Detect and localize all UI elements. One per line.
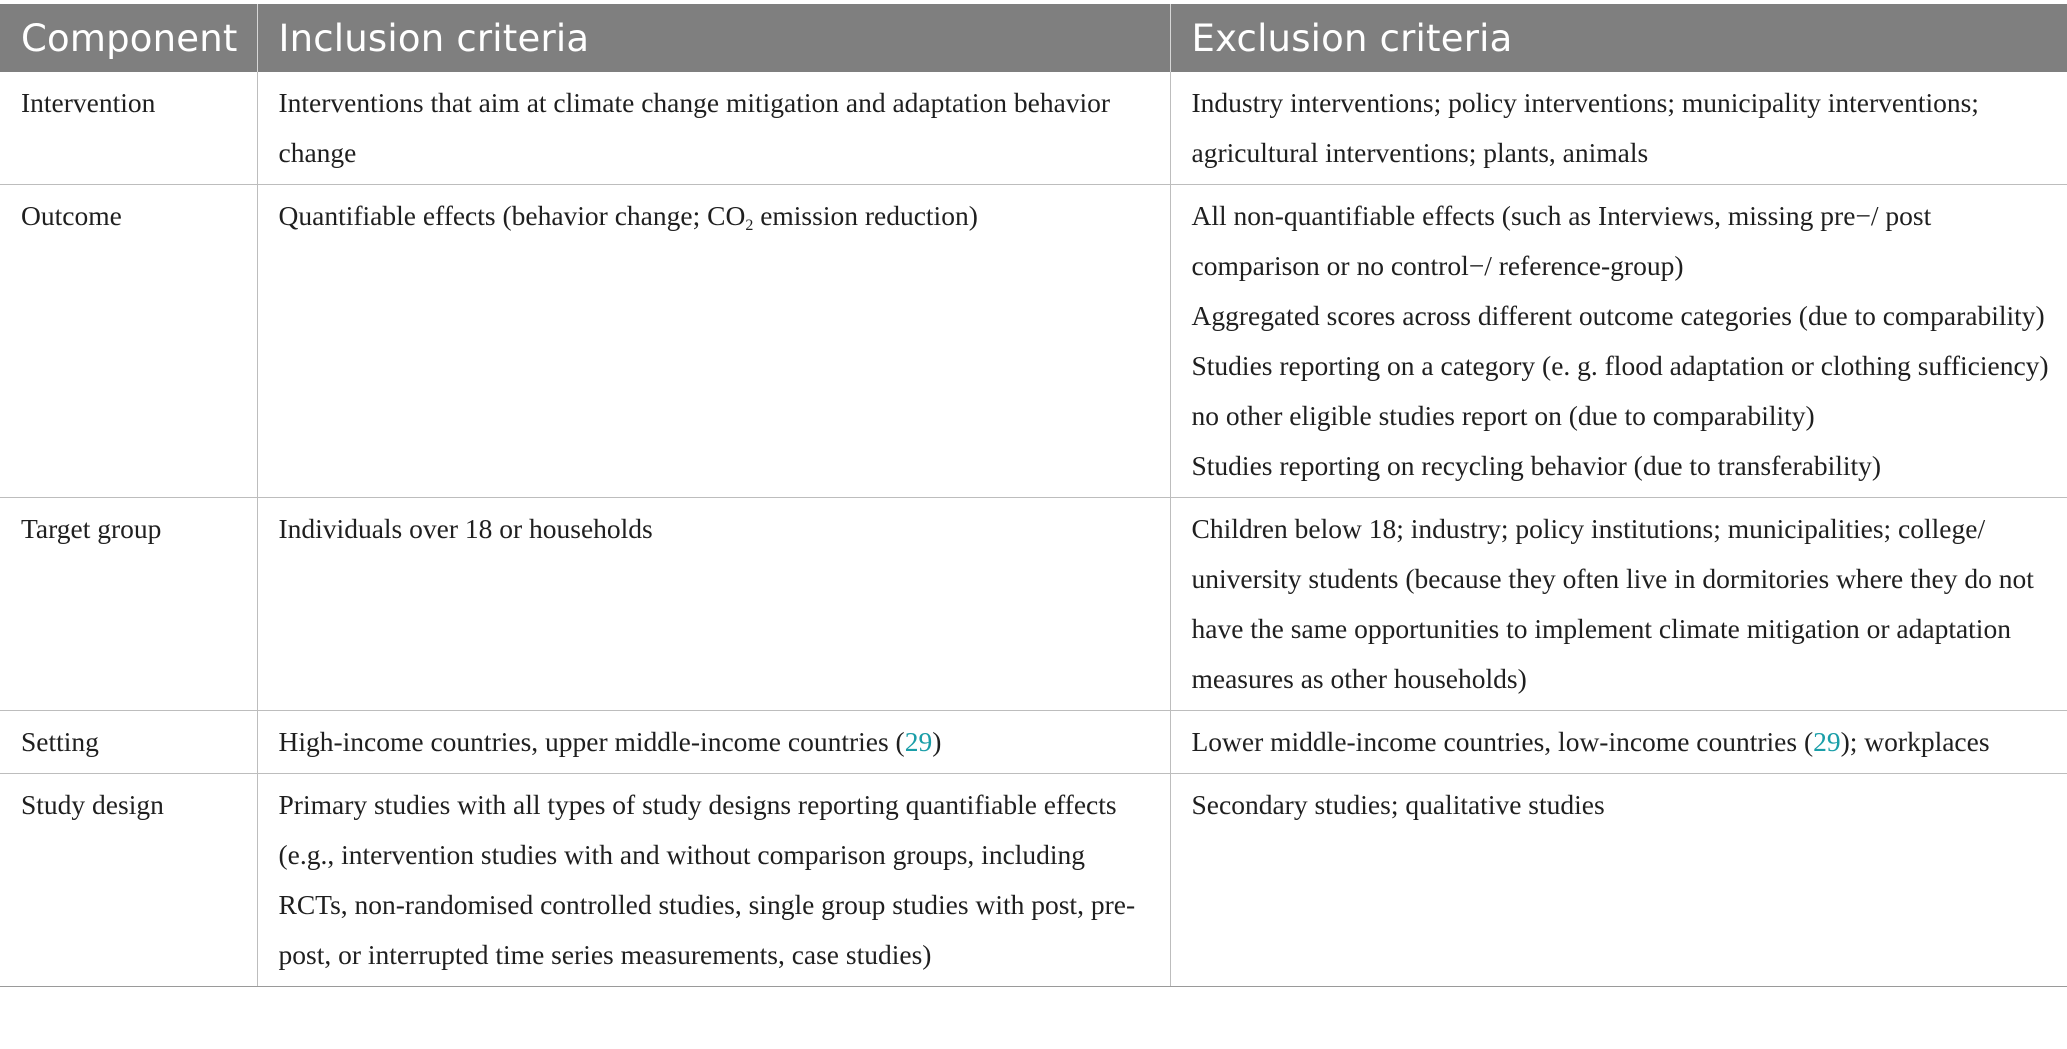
exclusion-text: Studies reporting on a category (e. g. flood adaptation or clothing sufficiency) no other eligible studies report on (due to comparability) [1191, 350, 2049, 431]
exclusion-text: Children below 18; industry; policy institutions; municipalities; college/ university students (because they often live in dormitories where they do not have the same opportunities to implement climate mitigation or adaptation measures as other households) [1191, 513, 2034, 694]
exclusion-text [1192, 717, 2050, 767]
table-header [0, 4, 2067, 72]
criteria-table-container [0, 4, 2067, 987]
cell-inclusion [257, 774, 1170, 987]
table-row-setting [0, 711, 2067, 774]
cell-inclusion [257, 711, 1170, 774]
cell-inclusion [257, 498, 1170, 711]
reference-link-29[interactable]: 29 [1813, 726, 1841, 757]
exclusion-text: Studies reporting on recycling behavior (due to transferability) [1191, 450, 1882, 481]
table-row-target-group [0, 498, 2067, 711]
cell-exclusion [1170, 498, 2067, 711]
cell-exclusion [1170, 711, 2067, 774]
exclusion-text: Secondary studies; qualitative studies [1191, 789, 1605, 820]
cell-inclusion [257, 185, 1170, 498]
header-component: Component [0, 4, 257, 72]
inclusion-text-part: Quantifiable effects (behavior change; CO [278, 200, 746, 231]
cell-component: Study design [0, 774, 257, 987]
exclusion-text-part: Lower middle-income countries, low-income countries ( [1191, 726, 1814, 757]
cell-exclusion [1170, 185, 2067, 498]
criteria-table [0, 4, 2067, 987]
inclusion-text: Interventions that aim at climate change mitigation and adaptation behavior change [278, 87, 1111, 168]
table-row-intervention [0, 72, 2067, 185]
table-row-study-design [0, 774, 2067, 987]
cell-component: Setting [0, 711, 257, 774]
header-inclusion-criteria: Inclusion criteria [257, 4, 1170, 72]
inclusion-text: Individuals over 18 or households [278, 513, 653, 544]
inclusion-text: Primary studies with all types of study designs reporting quantifiable effects (e.g., intervention studies with and without comparison groups, including RCTs, non-randomised controlled studies, single group studies with post, pre-post, or interrupted time series measurements, case studies) [278, 789, 1136, 970]
table-body [0, 72, 2067, 987]
exclusion-text: Aggregated scores across different outcome categories (due to comparability) [1191, 300, 2045, 331]
inclusion-text [279, 191, 1152, 241]
exclusion-text: Industry interventions; policy interventions; municipality interventions; agricultural interventions; plants, animals [1191, 87, 1979, 168]
subscript-2: 2 [745, 217, 754, 234]
cell-exclusion [1170, 72, 2067, 185]
cell-component: Intervention [0, 72, 257, 185]
inclusion-text-part: High-income countries, upper middle-income countries ( [278, 726, 905, 757]
cell-inclusion [257, 72, 1170, 185]
inclusion-text-part: ) [932, 726, 942, 757]
exclusion-text-part: ); workplaces [1840, 726, 1990, 757]
header-row [0, 4, 2067, 72]
cell-component: Outcome [0, 185, 257, 498]
cell-component: Target group [0, 498, 257, 711]
header-exclusion-criteria: Exclusion criteria [1170, 4, 2067, 72]
inclusion-text [279, 717, 1152, 767]
reference-link-29[interactable]: 29 [904, 726, 933, 757]
table-row-outcome [0, 185, 2067, 498]
inclusion-text-part: emission reduction) [753, 200, 978, 231]
cell-exclusion [1170, 774, 2067, 987]
exclusion-text: All non-quantifiable effects (such as Interviews, missing pre−/ post comparison or no control−/ reference-group) [1191, 200, 1932, 281]
